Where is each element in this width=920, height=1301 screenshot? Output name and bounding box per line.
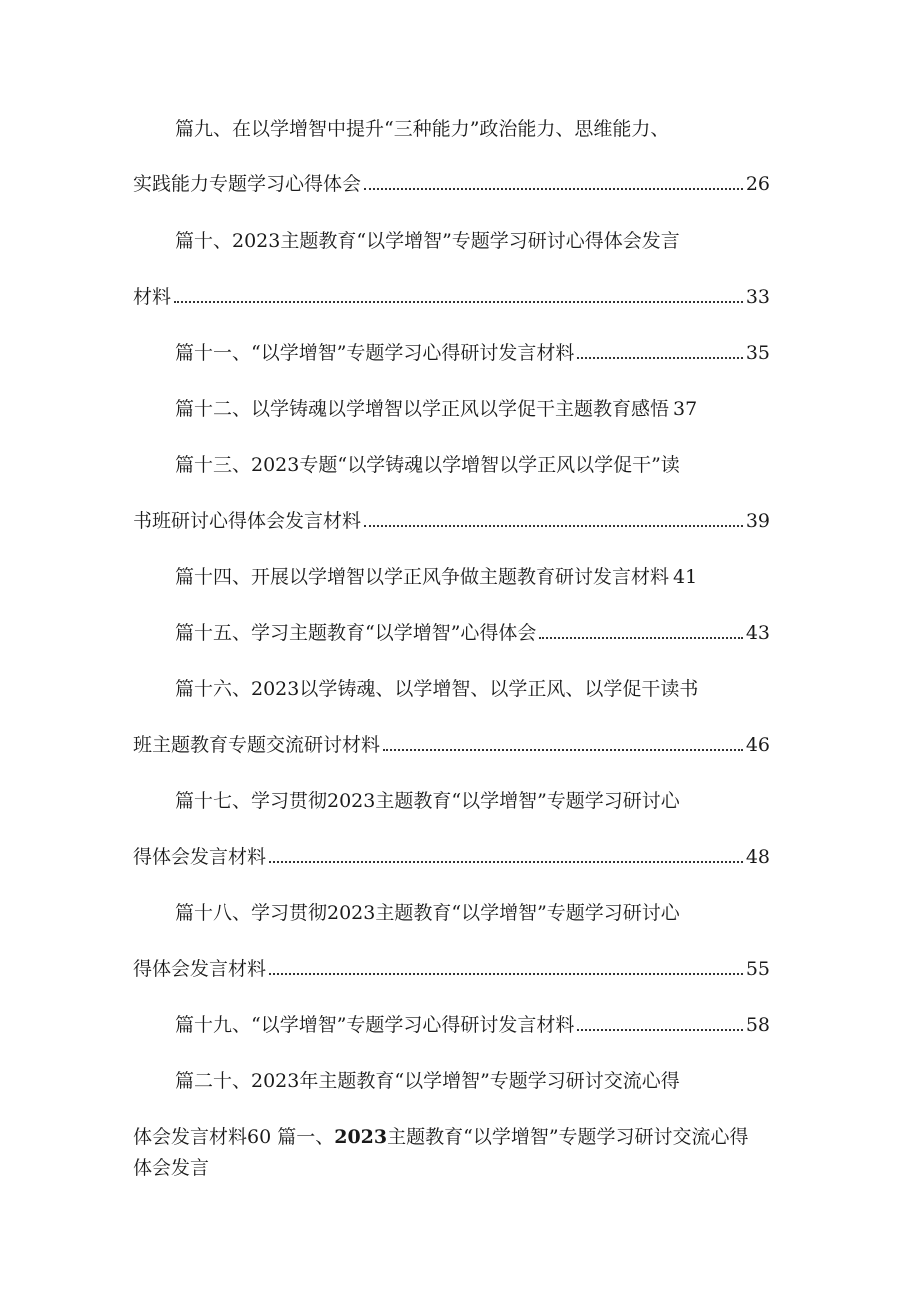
toc-entry-18-title: 篇十八、学习贯彻2023主题教育“以学增智”专题学习研讨心 — [175, 902, 680, 924]
toc-entry-20-title: 篇二十、2023年主题教育“以学增智”专题学习研讨交流心得 — [175, 1070, 680, 1092]
toc-page-number: 33 — [745, 286, 770, 308]
dot-leader — [383, 748, 743, 751]
toc-entry-10-title: 篇十、2023主题教育“以学增智”专题学习研讨心得体会发言 — [175, 230, 680, 252]
toc-entry-17[interactable] — [133, 841, 770, 873]
toc-page-number: 39 — [745, 510, 770, 532]
toc-entry-19[interactable] — [175, 1009, 770, 1041]
dot-leader — [577, 356, 742, 359]
dot-leader — [269, 972, 743, 975]
toc-page-number: 55 — [745, 958, 770, 980]
toc-entry-10[interactable] — [133, 281, 770, 313]
toc-entry-17-title: 篇十七、学习贯彻2023主题教育“以学增智”专题学习研讨心 — [175, 790, 680, 812]
toc-entry-text: 书班研讨心得体会发言材料 — [133, 510, 362, 532]
toc-entry-text: 得体会发言材料 — [133, 958, 267, 980]
toc-page-number: 37 — [673, 398, 698, 420]
toc-entry-14[interactable] — [175, 561, 770, 593]
closing-bold-year: 2023 — [334, 1126, 388, 1148]
dot-leader — [364, 524, 743, 527]
toc-entry-text: 实践能力专题学习心得体会 — [133, 173, 362, 195]
toc-page-number: 58 — [745, 1014, 770, 1036]
toc-entry-text: 得体会发言材料 — [133, 846, 267, 868]
toc-closing-last-line: 体会发言 — [133, 1157, 210, 1179]
dot-leader — [269, 860, 743, 863]
toc-entry-9-title: 篇九、在以学增智中提升“三种能力”政治能力、思维能力、 — [175, 118, 670, 140]
toc-entry-text: 篇十二、以学铸魂以学增智以学正风以学促干主题教育感悟 — [175, 398, 670, 420]
toc-page-number: 46 — [745, 734, 770, 756]
closing-prefix: 体会发言材料60 篇一、 — [133, 1126, 335, 1148]
toc-page-number: 43 — [745, 622, 770, 644]
toc-entry-text: 篇十一、“以学增智”专题学习心得研讨发言材料 — [175, 342, 575, 364]
toc-entry-text: 班主题教育专题交流研讨材料 — [133, 734, 381, 756]
toc-entry-16-title: 篇十六、2023以学铸魂、以学增智、以学正风、以学促干读书 — [175, 678, 699, 700]
toc-entry-9[interactable] — [133, 168, 770, 200]
dot-leader — [364, 187, 743, 190]
dot-leader — [174, 300, 743, 303]
toc-entry-13[interactable] — [133, 505, 770, 537]
toc-page-number: 35 — [745, 342, 770, 364]
toc-page-number: 41 — [673, 566, 698, 588]
toc-closing-line — [133, 1121, 803, 1153]
toc-entry-18[interactable] — [133, 953, 770, 985]
toc-entry-13-title: 篇十三、2023专题“以学铸魂以学增智以学正风以学促干”读 — [175, 454, 680, 476]
toc-entry-12[interactable] — [175, 393, 770, 425]
toc-entry-text: 篇十九、“以学增智”专题学习心得研讨发言材料 — [175, 1014, 575, 1036]
toc-entry-16[interactable] — [133, 729, 770, 761]
dot-leader — [577, 1028, 742, 1031]
toc-entry-text: 材料 — [133, 286, 172, 308]
toc-page-number: 48 — [745, 846, 770, 868]
toc-entry-text: 篇十五、学习主题教育“以学增智”心得体会 — [175, 622, 537, 644]
toc-entry-15[interactable] — [175, 617, 770, 649]
toc-entry-text: 篇十四、开展以学增智以学正风争做主题教育研讨发言材料 — [175, 566, 670, 588]
dot-leader — [539, 636, 742, 639]
closing-rest: 主题教育“以学增智”专题学习研讨交流心得 — [387, 1126, 749, 1148]
toc-page-number: 26 — [745, 173, 770, 195]
toc-entry-11[interactable] — [175, 337, 770, 369]
